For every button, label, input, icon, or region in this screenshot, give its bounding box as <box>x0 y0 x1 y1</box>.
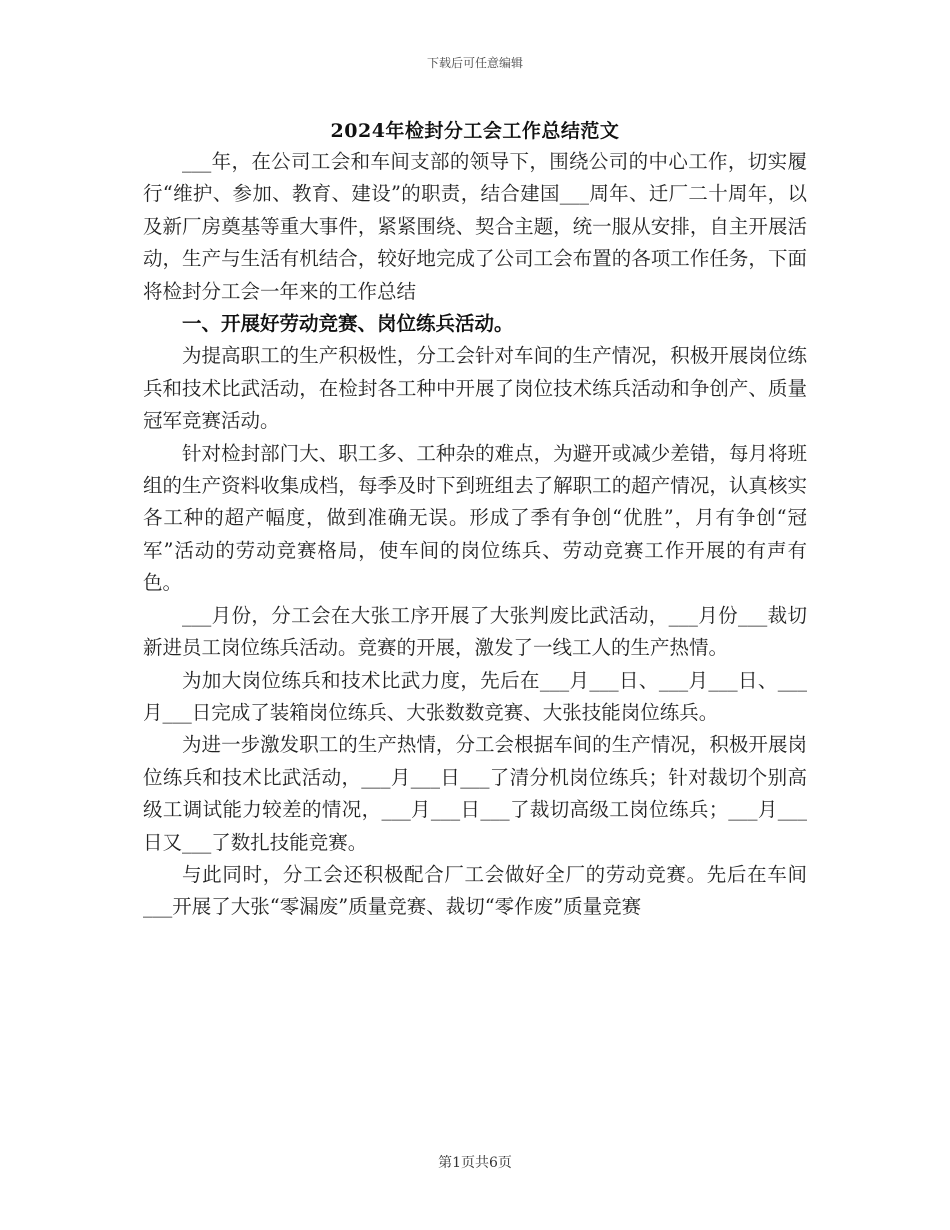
paragraph: 为进一步激发职工的生产热情，分工会根据车间的生产情况，积极开展岗位练兵和技术比武活动，___月___日___了清分机岗位练兵；针对裁切个别高级工调试能力较差的情况，___月___日___了裁切高级工岗位练兵；___月___日又___了数扎技能竞赛。 <box>143 733 807 854</box>
page-number: 第1页共6页 <box>438 1155 512 1171</box>
header-note: 下载后可任意编辑 <box>426 56 523 70</box>
paragraph: 与此同时，分工会还积极配合厂工会做好全厂的劳动竞赛。先后在车间___开展了大张“零漏废”质量竞赛、裁切“零作废”质量竞赛 <box>143 862 807 919</box>
paragraph: 为提高职工的生产积极性，分工会针对车间的生产情况，积极开展岗位练兵和技术比武活动，在检封各工种中开展了岗位技术练兵活动和争创产、质量冠军竞赛活动。 <box>143 344 807 433</box>
document-body <box>143 146 807 924</box>
document-title: 2024年检封分工会工作总结范文 <box>330 120 620 142</box>
paragraph: ___月份，分工会在大张工序开展了大张判废比武活动，___月份___裁切新进员工岗位练兵活动。竞赛的开展，激发了一线工人的生产热情。 <box>143 603 807 660</box>
section-heading: 一、开展好劳动竞赛、岗位练兵活动。 <box>182 312 514 336</box>
paragraph-intro: ___年，在公司工会和车间支部的领导下，围绕公司的中心工作，切实履行“维护、参加、教育、建设”的职责，结合建国___周年、迁厂二十周年，以及新厂房奠基等重大事件，紧紧围绕、契合主题，统一服从安排，自主开展活动，生产与生活有机结合，较好地完成了公司工会布置的各项工作任务，下面将检封分工会一年来的工作总结 <box>143 150 807 303</box>
paragraph: 针对检封部门大、职工多、工种杂的难点，为避开或减少差错，每月将班组的生产资料收集成档，每季及时下到班组去了解职工的超产情况，认真核实各工种的超产幅度，做到准确无误。形成了季有争创“优胜”，月有争创“冠军”活动的劳动竞赛格局，使车间的岗位练兵、劳动竞赛工作开展的有声有色。 <box>143 441 807 595</box>
paragraph: 为加大岗位练兵和技术比武力度，先后在___月___日、___月___日、___月___日完成了装箱岗位练兵、大张数数竞赛、大张技能岗位练兵。 <box>143 668 807 724</box>
